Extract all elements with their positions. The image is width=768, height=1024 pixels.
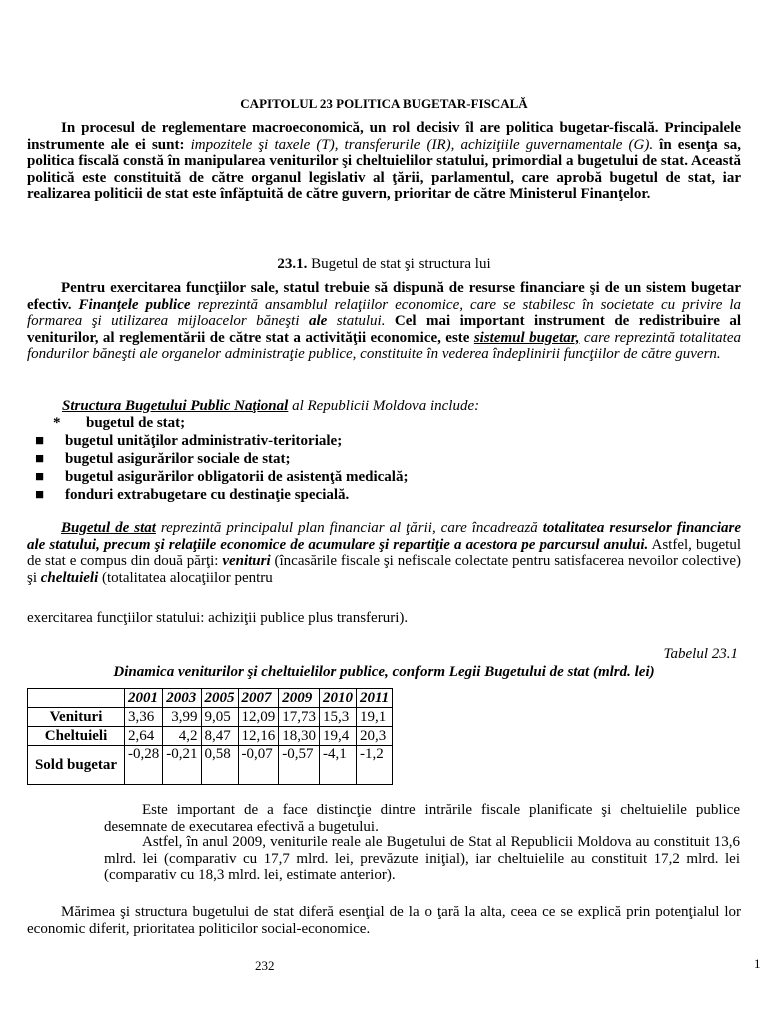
year-header: 2010	[320, 689, 357, 708]
table-cell: 3,36	[125, 708, 163, 727]
table-cell: 19,1	[357, 708, 393, 727]
p2-g: cheltuieli	[40, 569, 99, 586]
p2-a: Bugetul de stat	[61, 520, 156, 536]
p1-b: Finanţele publice	[78, 296, 191, 313]
p1-f: Cel mai important instrument de redistribuire al veniturilor, al reglementării de către stat a activităţii economice, este	[27, 313, 741, 346]
table-cell: 8,47	[201, 727, 238, 746]
table-corner-cell	[28, 689, 125, 708]
structure-heading	[62, 398, 742, 415]
section-title: Bugetul de stat şi structura lui	[307, 256, 491, 272]
paragraph-finante-publice	[27, 280, 741, 363]
intro-text-2: în esenţa sa, politica fiscală constă în manipularea veniturilor şi cheltuielilor statului, primordial a bugetului de stat. Această politică este constituită de către organul legislativ al ţării, parlamentul, care aprobă bugetul de stat, iar realizarea politicii de stat este înfăptuită de către guvern, prioritar de către Ministerul Finanţelor.	[27, 136, 741, 202]
list-item-text: bugetul de stat;	[86, 415, 186, 431]
paragraph-bugetul-de-stat-end: exercitarea funcţiilor statului: achiziţii publice plus transferuri).	[27, 610, 409, 626]
p1-d: ale	[308, 313, 328, 329]
table-row	[28, 708, 393, 727]
year-header: 2011	[357, 689, 393, 708]
paragraph-bugetul-de-stat	[27, 520, 741, 586]
list-marker: ■	[35, 433, 45, 449]
table-cell: 12,16	[238, 727, 279, 746]
table-label: Tabelul 23.1	[663, 646, 738, 662]
table-cell: 20,3	[357, 727, 393, 746]
p1-g: sistemul bugetar,	[473, 329, 580, 346]
table-cell: -0,28	[125, 746, 163, 785]
year-header: 2001	[125, 689, 163, 708]
table-cell: 3,99	[163, 708, 201, 727]
budget-table	[27, 688, 393, 785]
intro-paragraph	[27, 120, 741, 203]
table-cell: -1,2	[357, 746, 393, 785]
list-item	[27, 468, 741, 486]
year-header: 2003	[163, 689, 201, 708]
table-cell: -0,57	[279, 746, 320, 785]
p2-f: (încasările fiscale şi nefiscale colectate pentru satisfacerea nevoilor colective) şi	[27, 553, 741, 586]
section-number: 23.1.	[277, 256, 308, 272]
table-cell: 12,09	[238, 708, 279, 727]
p1-h: care reprezintă totalitatea fondurilor băneşti ale organelor administraţie publice, constituite în vederea îndeplinirii funcţiilor de către guvern.	[27, 329, 741, 362]
year-header: 2007	[238, 689, 279, 708]
p1-e: statului.	[327, 313, 386, 329]
list-item	[27, 486, 741, 504]
list-item	[27, 450, 741, 468]
side-number: 1	[754, 956, 761, 971]
list-item-text: fonduri extrabugetare cu destinaţie specială.	[65, 487, 350, 503]
table-cell: -0,07	[238, 746, 279, 785]
table-cell: -0,21	[163, 746, 201, 785]
table-title: Dinamica veniturilor şi cheltuielilor publice, conform Legii Bugetului de stat (mlrd. lei)	[113, 664, 655, 680]
table-cell: 2,64	[125, 727, 163, 746]
table-cell: 15,3	[320, 708, 357, 727]
p2-e: venituri	[222, 553, 271, 569]
p2-h: (totalitatea alocaţiilor pentru	[98, 569, 273, 586]
table-row	[28, 727, 393, 746]
p2-d: Astfel, bugetul de stat e compus din două părţi:	[27, 536, 741, 569]
year-header: 2009	[279, 689, 320, 708]
list-item	[27, 432, 741, 450]
p1-c: reprezintă ansamblul relaţiilor economice, care se stabilesc în societate cu privire la formarea şi utilizarea mijloacelor băneşti	[27, 296, 741, 329]
structure-heading-rest: al Republicii Moldova include:	[288, 398, 480, 414]
table-cell: 17,73	[279, 708, 320, 727]
table-row	[28, 746, 393, 785]
list-item-text: bugetul asigurărilor sociale de stat;	[65, 451, 291, 467]
list-marker: ■	[35, 469, 45, 485]
intro-text-1: In procesul de reglementare macroeconomică, un rol decisiv îl are politica bugetar-fiscală. Principalele instrumente ale ei sunt:	[27, 120, 741, 153]
row-header: Cheltuieli	[28, 727, 125, 746]
row-header: Venituri	[28, 708, 125, 727]
list-item-text: bugetul unităţilor administrativ-teritoriale;	[65, 433, 343, 449]
row-header: Sold bugetar	[28, 746, 125, 785]
table-cell: -4,1	[320, 746, 357, 785]
p2-c: totalitatea resurselor financiare ale statului, precum şi relaţiile economice de acumulare şi repartiţie a acestora pe parcursul anului.	[27, 520, 741, 553]
p2-b: reprezintă principalul plan financiar al ţării, care încadrează	[155, 520, 543, 536]
year-header: 2005	[201, 689, 238, 708]
paragraph-distinctie: Este important de a face distincţie dintre intrările fiscale planificate şi cheltuielile publice desemnate de executarea efectivă a bugetului.	[104, 802, 740, 835]
table-header-row	[28, 689, 393, 708]
structure-heading-bold: Structura Bugetului Public Naţional	[62, 398, 289, 414]
structure-list	[27, 414, 741, 504]
list-marker: *	[53, 415, 61, 431]
list-item-text: bugetul asigurărilor obligatorii de asistenţă medicală;	[65, 469, 409, 485]
paragraph-2009: Astfel, în anul 2009, veniturile reale ale Bugetului de Stat al Republicii Moldova au constituit 13,6 mlrd. lei (comparativ cu 17,7 mlrd. lei, prevăzute iniţial), iar cheltuielile au constituit 17,2 mlrd. lei (comparativ cu 18,3 mlrd. lei, estimate anterior).	[104, 834, 740, 883]
chapter-title: CAPITOLUL 23 POLITICA BUGETAR-FISCALĂ	[240, 96, 528, 111]
paragraph-marimea: Mărimea şi structura bugetului de stat diferă esenţial de la o ţară la alta, ceea ce se explică prin potenţialul lor economic diferit, prioritatea politicilor social-economice.	[27, 904, 741, 937]
p1-a: Pentru exercitarea funcţiilor sale, statul trebuie să dispună de resurse financiare şi de un sistem bugetar efectiv.	[27, 280, 741, 313]
list-marker: ■	[35, 451, 45, 467]
table-cell: 19,4	[320, 727, 357, 746]
list-item	[27, 414, 741, 432]
intro-text-italic: impozitele şi taxele (T), transferurile (IR), achiziţiile guvernamentale (G).	[190, 136, 654, 153]
list-marker: ■	[35, 487, 45, 503]
table-cell: 0,58	[201, 746, 238, 785]
section-heading	[0, 256, 768, 273]
table-cell: 18,30	[279, 727, 320, 746]
page-number: 232	[255, 958, 275, 973]
table-cell: 9,05	[201, 708, 238, 727]
table-cell: 4,2	[163, 727, 201, 746]
